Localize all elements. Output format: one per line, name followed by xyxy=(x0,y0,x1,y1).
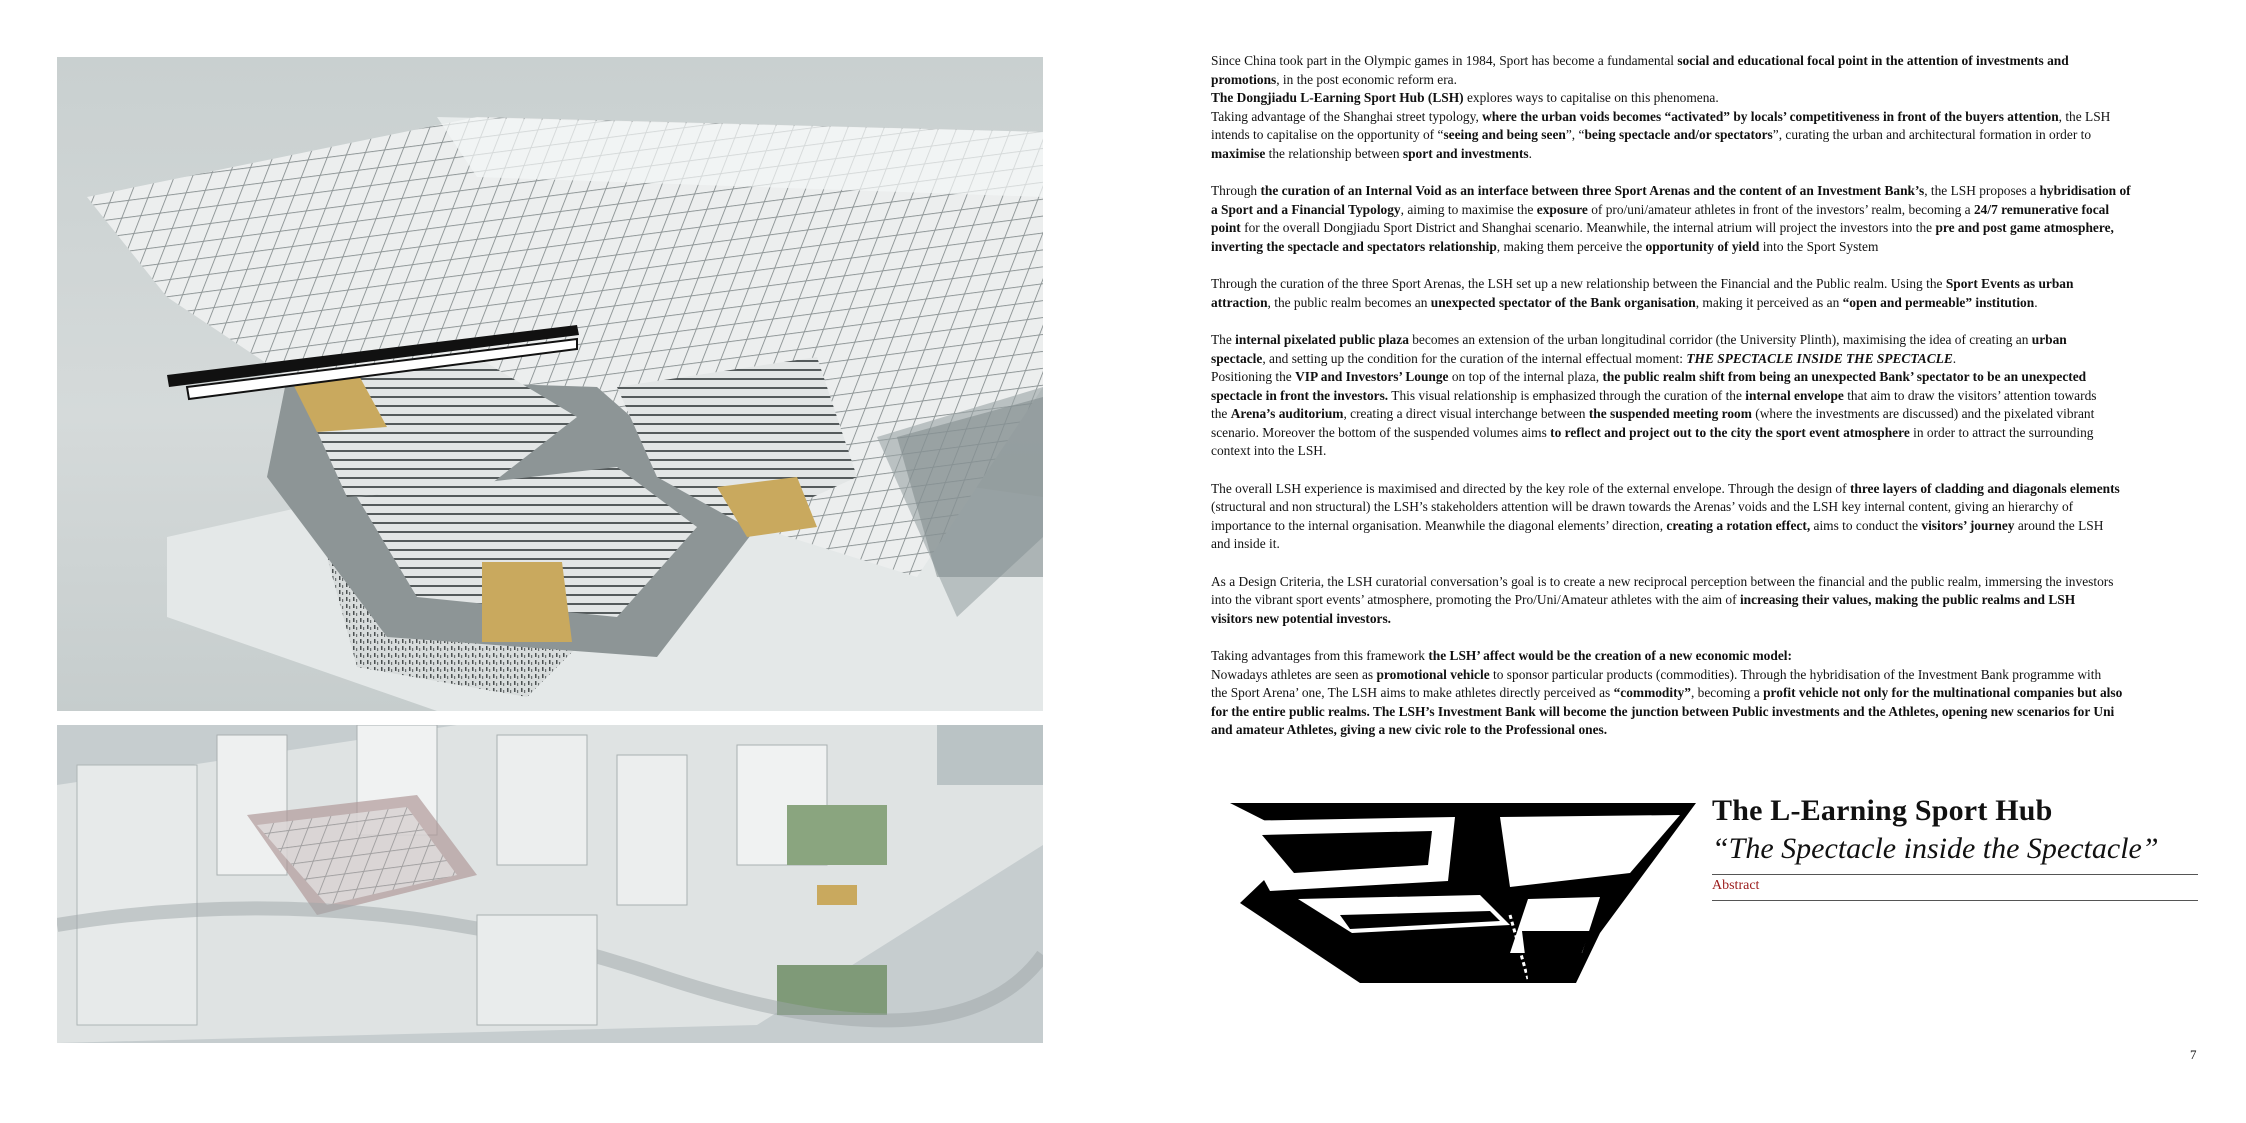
body-text: , becoming a xyxy=(1690,685,1764,701)
title-divider-top xyxy=(1712,874,2198,875)
emphasis-text: The Dongjiadu L-Earning Sport Hub (LSH) xyxy=(1211,90,1464,106)
emphasis-text: Sport Events as urban xyxy=(1945,276,2074,292)
body-text: ”, “ xyxy=(1565,127,1585,143)
emphasis-text: “open and permeable” institution xyxy=(1842,294,2035,310)
body-text: the Sport Arena’ one, The LSH aims to make athletes directly perceived as xyxy=(1211,685,1614,701)
text-line xyxy=(1211,442,2199,461)
text-line xyxy=(1211,498,2199,517)
text-line xyxy=(1211,368,2199,387)
emphasis-text: pre and post game atmosphere, xyxy=(1935,220,2114,236)
body-text: explores ways to capitalise on this phenomena. xyxy=(1463,90,1719,106)
emphasis-text: being spectacle and/or spectators xyxy=(1584,127,1773,143)
body-text: (where the investments are discussed) and the pixelated vibrant xyxy=(1751,406,2095,422)
text-line xyxy=(1211,145,2199,164)
emphasis-text: creating a rotation effect, xyxy=(1666,517,1811,533)
emphasis-text: promotional vehicle xyxy=(1376,666,1490,682)
body-text: context into the LSH. xyxy=(1211,443,1327,459)
text-line xyxy=(1211,238,2199,257)
text-line xyxy=(1211,387,2199,406)
urban-context-image xyxy=(57,725,1043,1043)
body-text: into the vibrant sport events’ atmosphere, promoting the Pro/Uni/Amateur athletes with the aim of xyxy=(1211,592,1740,608)
emphasis-text: seeing and being seen xyxy=(1443,127,1566,143)
text-line xyxy=(1211,666,2199,685)
emphasis-text: urban xyxy=(2031,331,2067,347)
body-text: . xyxy=(1528,145,1532,161)
building-section-logo xyxy=(1210,803,1696,983)
emphasis-text: exposure xyxy=(1536,201,1588,217)
emphasis-text: a Sport and a Financial Typology xyxy=(1211,201,1401,217)
emphasis-text: the suspended meeting room xyxy=(1588,406,1752,422)
emphasis-text: social and educational focal point in the attention of investments and xyxy=(1677,53,2069,68)
emphasis-text: THE SPECTACLE INSIDE THE SPECTACLE xyxy=(1686,350,1953,366)
emphasis-text: point xyxy=(1211,220,1241,236)
emphasis-text: for the entire public realms. The LSH’s Investment Bank will become the junction between Public investments and the Athletes, opening new scenarios for Uni xyxy=(1211,703,2115,719)
body-text: , the public realm becomes an xyxy=(1267,294,1431,310)
emphasis-text: the LSH’ affect would be the creation of a new economic model: xyxy=(1428,648,1792,663)
emphasis-text: maximise xyxy=(1211,145,1266,161)
body-text: the xyxy=(1211,406,1231,422)
body-text: The overall LSH experience is maximised and directed by the key role of the external envelope. Through the design of xyxy=(1211,480,1850,496)
text-line xyxy=(1211,535,2199,554)
emphasis-text: where the urban voids becomes “activated” by locals’ competitiveness in front of the buyers attention xyxy=(1482,108,2059,124)
axonometric-cutaway-drawing xyxy=(57,57,1043,711)
body-text: . xyxy=(2034,294,2038,310)
body-text: , making them perceive the xyxy=(1496,238,1646,254)
body-text: , the LSH xyxy=(2058,108,2111,124)
text-line xyxy=(1211,294,2199,313)
body-text: , in the post economic reform era. xyxy=(1276,71,1457,87)
axonometric-cutaway-image xyxy=(57,57,1043,711)
body-text: , making it perceived as an xyxy=(1695,294,1843,310)
body-text: on top of the internal plaza, xyxy=(1448,369,1603,385)
abstract-paragraph xyxy=(1211,52,2199,164)
emphasis-text: and amateur Athletes, giving a new civic role to the Professional ones. xyxy=(1211,722,1608,738)
body-text: aims to conduct the xyxy=(1810,517,1922,533)
text-line xyxy=(1211,721,2199,740)
text-line xyxy=(1211,182,2199,201)
abstract-paragraph xyxy=(1211,331,2199,461)
text-line xyxy=(1211,52,2199,71)
body-text: , creating a direct visual interchange between xyxy=(1343,406,1589,422)
emphasis-text: unexpected spectator of the Bank organisation xyxy=(1430,294,1696,310)
text-line xyxy=(1211,331,2199,350)
abstract-paragraph xyxy=(1211,647,2199,740)
body-text: intends to capitalise on the opportunity of “ xyxy=(1211,127,1444,143)
body-text: , the LSH proposes a xyxy=(1924,183,2040,199)
emphasis-text: VIP and Investors’ Lounge xyxy=(1295,369,1449,385)
abstract-paragraph xyxy=(1211,573,2199,629)
emphasis-text: attraction xyxy=(1211,294,1268,310)
emphasis-text: promotions xyxy=(1211,71,1277,87)
title-divider-bottom xyxy=(1712,900,2198,901)
text-line xyxy=(1211,703,2199,722)
project-title: The L-Earning Sport Hub xyxy=(1712,794,2053,827)
emphasis-text: Arena’s auditorium xyxy=(1230,406,1344,422)
text-line xyxy=(1211,610,2199,629)
text-line xyxy=(1211,591,2199,610)
body-text: Through xyxy=(1211,183,1261,199)
body-text: importance to the internal organisation. Meanwhile the diagonal elements’ direction, xyxy=(1211,517,1667,533)
body-text: Taking advantage of the Shanghai street typology, xyxy=(1211,108,1483,124)
body-text: Through the curation of the three Sport Arenas, the LSH set up a new relationship between the Financial and the Public realm. Using the xyxy=(1211,276,1946,292)
emphasis-text: opportunity of yield xyxy=(1645,238,1760,254)
text-line xyxy=(1211,405,2199,424)
body-text: Positioning the xyxy=(1211,369,1296,385)
body-text: This visual relationship is emphasized through the curation of the xyxy=(1388,387,1746,403)
section-label: Abstract xyxy=(1712,878,1760,893)
abstract-text xyxy=(1211,52,2199,759)
body-text: the relationship between xyxy=(1265,145,1403,161)
emphasis-text: “commodity” xyxy=(1613,685,1691,701)
emphasis-text: the public realm shift from being an unexpected Bank’ spectator to be an unexpected xyxy=(1602,369,2087,385)
emphasis-text: increasing their values, making the public realms and LSH xyxy=(1739,592,2076,608)
emphasis-text: visitors new potential investors. xyxy=(1211,610,1392,626)
emphasis-text: sport and investments xyxy=(1402,145,1529,161)
body-text: ”, curating the urban and architectural formation in order to xyxy=(1772,127,2092,143)
body-text: Since China took part in the Olympic games in 1984, Sport has become a fundamental xyxy=(1211,53,1678,68)
emphasis-text: to reflect and project out to the city the sport event atmosphere xyxy=(1550,424,1910,440)
body-text: around the LSH xyxy=(2014,517,2104,533)
body-text: , aiming to maximise the xyxy=(1400,201,1537,217)
text-line xyxy=(1211,275,2199,294)
urban-context-drawing xyxy=(57,725,1043,1043)
abstract-paragraph xyxy=(1211,275,2199,312)
body-text: The xyxy=(1211,331,1236,347)
abstract-paragraph xyxy=(1211,480,2199,554)
body-text: for the overall Dongjiadu Sport District and Shanghai scenario. Meanwhile, the internal atrium will project the investors into the xyxy=(1240,220,1936,236)
text-line xyxy=(1211,517,2199,536)
text-line xyxy=(1211,350,2199,369)
emphasis-text: the curation of an Internal Void as an interface between three Sport Arenas and the content of an Investment Bank’s xyxy=(1260,183,1925,199)
body-text: scenario. Moreover the bottom of the suspended volumes aims xyxy=(1211,424,1551,440)
body-text: into the Sport System xyxy=(1759,238,1879,254)
text-line xyxy=(1211,108,2199,127)
body-text: in order to attract the surrounding xyxy=(1909,424,2094,440)
text-line xyxy=(1211,480,2199,499)
body-text: to sponsor particular products (commodities). Through the hybridisation of the Investment Bank programme with xyxy=(1489,666,2102,682)
emphasis-text: inverting the spectacle and spectators relationship xyxy=(1211,238,1497,254)
text-line xyxy=(1211,647,2199,666)
text-line xyxy=(1211,71,2199,90)
body-text: , and setting up the condition for the curation of the internal effectual moment: xyxy=(1262,350,1687,366)
body-text: . xyxy=(1952,350,1957,366)
emphasis-text: spectacle in front the investors. xyxy=(1211,387,1389,403)
page-number: 7 xyxy=(2190,1047,2197,1062)
text-line xyxy=(1211,201,2199,220)
body-text: that aim to draw the visitors’ attention towards xyxy=(1843,387,2097,403)
emphasis-text: profit vehicle not only for the multinational companies but also xyxy=(1763,685,2123,701)
emphasis-text: three layers of cladding and diagonals elements xyxy=(1849,480,2120,496)
body-text: As a Design Criteria, the LSH curatorial conversation’s goal is to create a new reciprocal perception between the financial and the public realm, immersing the investors xyxy=(1211,573,2114,589)
body-text: of pro/uni/amateur athletes in front of the investors’ realm, becoming a xyxy=(1587,201,1974,217)
emphasis-text: spectacle xyxy=(1211,350,1263,366)
abstract-paragraph xyxy=(1211,182,2199,256)
body-text: (structural and non structural) the LSH’s stakeholders attention will be drawn towards the Arenas’ voids and the LSH key internal content, giving an hierarchy of xyxy=(1211,499,2074,515)
body-text: becomes an extension of the urban longitudinal corridor (the University Plinth), maximising the idea of creating an xyxy=(1408,331,2032,347)
text-line xyxy=(1211,573,2199,592)
emphasis-text: internal pixelated public plaza xyxy=(1235,331,1409,347)
text-line xyxy=(1211,126,2199,145)
body-text: Taking advantages from this framework xyxy=(1211,648,1429,663)
emphasis-text: internal envelope xyxy=(1745,387,1844,403)
emphasis-text: visitors’ journey xyxy=(1921,517,2015,533)
project-subtitle: “The Spectacle inside the Spectacle” xyxy=(1712,832,2159,865)
emphasis-text: hybridisation of xyxy=(2039,183,2131,199)
text-line xyxy=(1211,219,2199,238)
body-text: Nowadays athletes are seen as xyxy=(1211,666,1377,682)
emphasis-text: 24/7 remunerative focal xyxy=(1973,201,2110,217)
text-line xyxy=(1211,89,2199,108)
text-line xyxy=(1211,684,2199,703)
body-text: and inside it. xyxy=(1211,536,1280,552)
text-line xyxy=(1211,424,2199,443)
